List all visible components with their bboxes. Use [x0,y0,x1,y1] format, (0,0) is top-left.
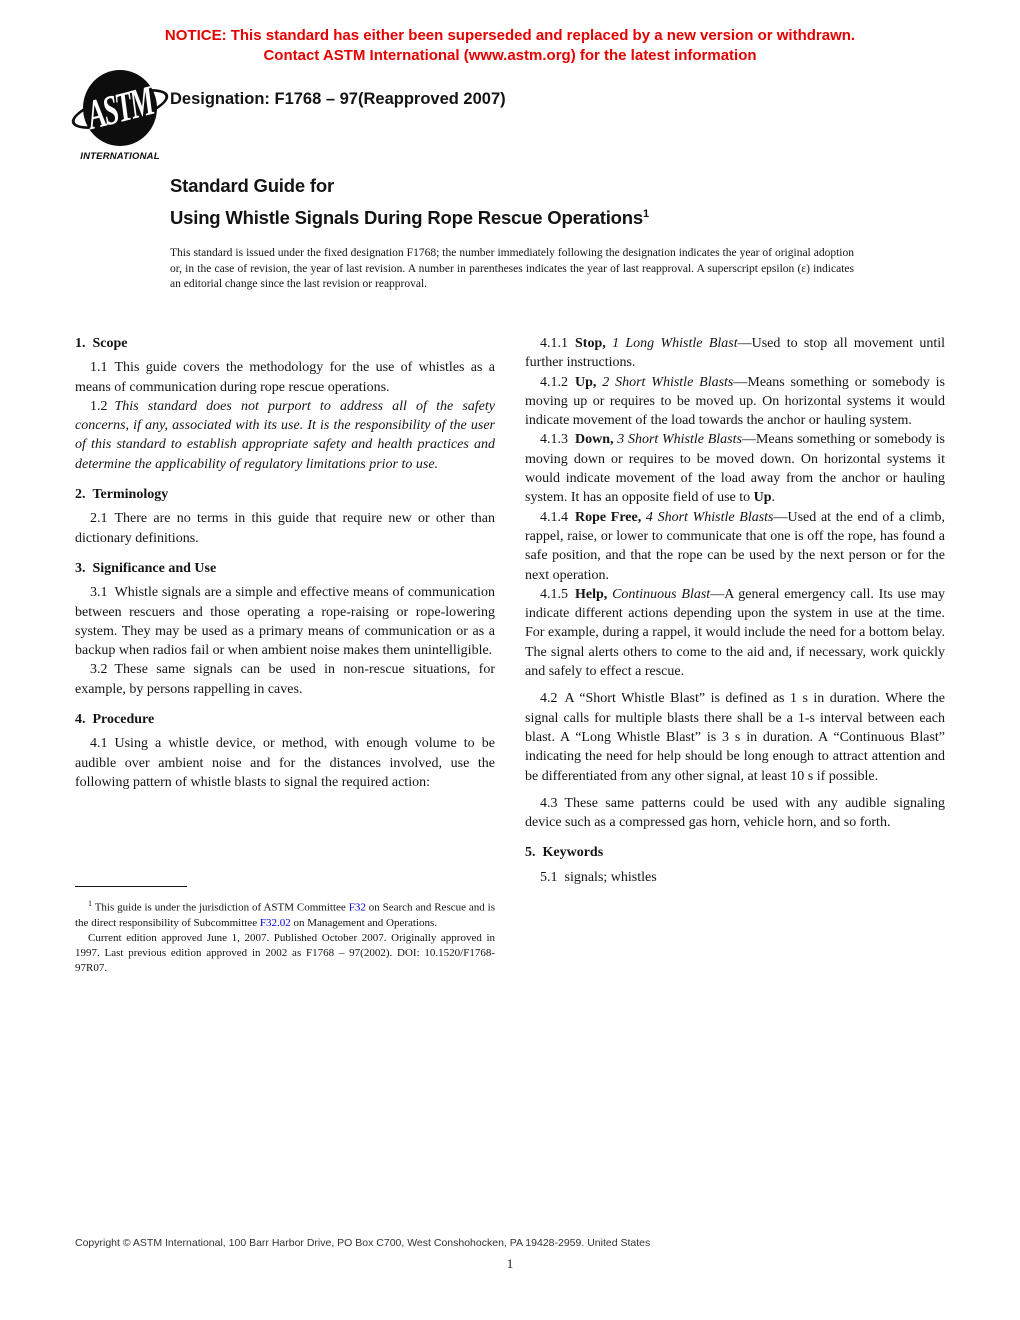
signal-term: Up, [575,374,603,390]
signal-term: Down, [575,432,618,448]
preamble: This standard is issued under the fixed designation F1768; the number immediately following the designation indicates the year of original adoption or, in the case of revision, the year of last revision. A number in parentheses indicates the year of last reapproval. A superscript epsilon (ε) indicates an editorial change since the last revision or reapproval. [170,247,854,291]
paragraph-5-1: 5.1 signals; whistles [540,869,657,885]
clause-text: —Means something or somebody is moving down or requires to be moved down. On horizontal systems it would indicate movement of the load away from the anchor or hauling system. It has an opposite field of use to [525,432,945,506]
signal-blast: 3 Short Whistle Blasts [617,432,742,448]
paragraph-3-2: 3.2 These same signals can be used in non-rescue situations, for example, by persons rappelling in caves. [75,662,495,697]
clause-text: —Used at the end of a climb, rappel, raise, or lower to communicate that one is off the rope, has found a safe position, and that the rope can be used by the next person or for the next operation. [525,509,946,583]
logo-acronym: ASTM [82,76,158,138]
clause-text: —A general emergency call. Its use may indicate different actions depending upon the system in use at the time. For example, during a rappel, it would include the need for a bottom belay. The signal alerts others to come to the aid and, if necessary, work quickly and safely to effect a rescue. [525,586,945,680]
clause-4-1-5 [525,585,945,681]
footer-copyright: Copyright © ASTM International, 100 Barr Harbor Drive, PO Box C700, West Conshohocken, PA 19428-2959. United States [75,1237,651,1249]
footnote-edition: Current edition approved June 1, 2007. Published October 2007. Originally approved in 1997. Last previous edition approved in 2002 as F1768 – 97(2002). DOI: 10.1520/F1768-97R07. [75,931,495,974]
clause-4-1-2 [525,373,945,431]
clause-number: 1.2 [90,398,115,414]
signal-blast: 2 Short Whistle Blasts [602,374,734,390]
superseded-notice [0,26,1020,66]
clause-number: 4.1.5 [540,586,575,602]
footnote-text: This guide is under the jurisdiction of ASTM Committee [92,901,349,914]
title-footnote-ref: 1 [642,208,649,220]
subcommittee-link[interactable]: F32.02 [259,916,291,929]
title-line1: Standard Guide for [170,175,334,196]
astm-logo [72,70,168,162]
clause-number: 4.1.4 [540,509,575,525]
paragraph-1-1: 1.1 This guide covers the methodology for the use of whistles as a means of communication during rope rescue operations. [75,360,495,395]
logo-subtitle: INTERNATIONAL [80,151,160,162]
section-heading-significance: 3. Significance and Use [75,560,217,576]
paragraph-3-1: 3.1 Whistle signals are a simple and effective means of communication between rescuers and those operating a rope-raising or rope-lowering system. They may be used as a primary means of communication or as a backup when radios fail or when ambient noise makes them unintelligible. [75,585,495,659]
clause-4-1-4 [525,508,945,585]
signal-blast: Continuous Blast [612,586,711,602]
caveat-text: This standard does not purport to address all of the safety concerns, if any, associated with its use. It is the responsibility of the user of this standard to establish appropriate safety and health practices and determine the applicability of regulatory limitations prior to use. [75,398,495,472]
signal-term: Help, [575,586,613,602]
section-heading-scope: 1. Scope [75,336,128,351]
signal-blast: 1 Long Whistle Blast [612,336,738,351]
clause-text-end: . [771,490,776,506]
paragraph-4-3: 4.3 These same patterns could be used with any audible signaling device such as a compressed gas horn, vehicle horn, and so forth. [525,795,945,831]
paragraph-1-2 [75,397,495,474]
notice-line1: NOTICE: This standard has either been superseded and replaced by a new version or withdrawn. [164,27,856,44]
clause-number: 4.1.1 [540,336,575,351]
title-text: Using Whistle Signals During Rope Rescue Operations [170,207,643,229]
page-title [170,172,649,232]
page-number: 1 [506,1257,514,1271]
section-heading-keywords: 5. Keywords [525,845,604,861]
footnote-marker: 1 [88,899,92,908]
footnote-block [75,886,495,976]
signal-term: Rope Free, [575,509,646,525]
column-left [75,334,495,792]
signal-term-ref: Up [753,490,772,506]
clause-text: —Used to stop all movement until further instructions. [525,336,946,371]
paragraph-2-1: 2.1 There are no terms in this guide that require new or other than dictionary definitions. [75,511,495,546]
footnote-rule [75,886,187,887]
signal-term: Stop, [575,336,613,351]
clause-4-1-1 [525,334,945,373]
clause-4-1-3 [525,430,945,507]
committee-link[interactable]: F32 [348,901,366,914]
designation: Designation: F1768 – 97(Reapproved 2007) [170,90,506,108]
paragraph-4-1: 4.1 Using a whistle device, or method, with enough volume to be audible over ambient noise and for the distances involved, use the following pattern of whistle blasts to signal the required action: [75,736,495,790]
notice-line2: Contact ASTM International (www.astm.org) for the latest information [263,47,757,64]
signal-blast: 4 Short Whistle Blasts [645,509,774,525]
clause-number: 4.1.3 [540,432,575,448]
paragraph-4-2: 4.2 A “Short Whistle Blast” is defined as 1 s in duration. Where the signal calls for multiple blasts there shall be a 1-s interval between each blast. A “Long Whistle Blast” is 3 s in duration. A “Continuous Blast” indicating the need for help should be long enough to attract attention and be differentiated from any other signal, at least 10 s if possible. [525,691,945,784]
column-right [525,334,945,887]
clause-text: —Means something or somebody is moving up or requires to be moved up. On horizontal systems it would indicate movement of the load towards the anchor or hauling system. [525,374,945,429]
clause-number: 4.1.2 [540,374,575,390]
footnote-text: on Search and Rescue and is the direct responsibility of Subcommittee [75,901,496,929]
footnote-text: on Management and Operations. [290,916,438,929]
footnote-1 [75,896,495,931]
astm-globe-icon [83,70,157,146]
section-heading-terminology: 2. Terminology [75,487,169,503]
title-line2 [170,200,649,232]
section-heading-procedure: 4. Procedure [75,712,155,728]
